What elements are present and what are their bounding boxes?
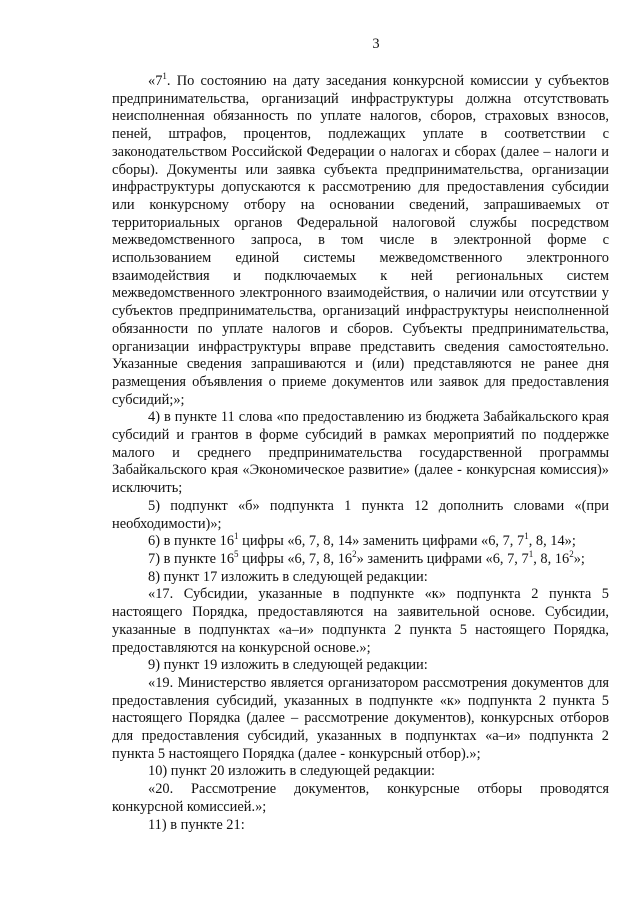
superscript: 2	[352, 549, 357, 560]
paragraph-p19	[112, 675, 609, 764]
paragraph-item-6	[112, 533, 609, 551]
superscript: 5	[234, 549, 239, 560]
text-run: «20. Рассмотрение документов, конкурсные отборы проводятся конкурсной комиссией.»;	[112, 781, 609, 815]
superscript: 1	[528, 549, 534, 560]
page-number: 3	[372, 36, 380, 52]
text-run: 9) пункт 19 изложить в следующей редакции:	[148, 657, 428, 674]
text-run: цифры «6, 7, 8, 16	[238, 550, 353, 567]
paragraph-p20	[112, 781, 609, 816]
text-run: «19. Министерство является организатором рассмотрения документов для предоставления субсидий, указанных в подпункте «к» подпункта 2 пункта 5 настоящего Порядка (далее – рассмотрение документов), конкурсных отборов для предоставления субсидий, указанных в подпунктах «а–и» подпункта 2 пункта 5 настоящего Порядка (далее - конкурсный отбор).»;	[112, 674, 609, 762]
text-run: 8) пункт 17 изложить в следующей редакции:	[148, 568, 428, 585]
text-run: цифры «6, 7, 8, 14» заменить цифрами «6, 7, 7	[238, 533, 525, 550]
text-run: 4) в пункте 11 слова «по предоставлению из бюджета Забайкальского края субсидий и грантов в форме субсидий в рамках мероприятий по поддержке малого и среднего предпринимательства государственной программы Забайкальского края «Экономическое развитие» (далее - конкурсная комиссия)» исключить;	[112, 409, 609, 497]
paragraph-item-11	[112, 817, 609, 835]
text-run: 6) в пункте 16	[148, 533, 235, 550]
superscript: 1	[162, 71, 167, 82]
paragraph-item-4	[112, 409, 609, 498]
superscript: 2	[569, 549, 574, 560]
text-run: 10) пункт 20 изложить в следующей редакции:	[148, 763, 435, 780]
paragraph-p7-1	[112, 73, 609, 409]
paragraph-item-9	[112, 657, 609, 675]
paragraph-item-7	[112, 551, 609, 569]
superscript: 1	[234, 531, 239, 542]
paragraph-item-5	[112, 498, 609, 533]
text-run: 5) подпункт «б» подпункта 1 пункта 12 дополнить словами «(при необходимости)»;	[112, 497, 609, 532]
document-body	[112, 73, 609, 834]
text-run: «17. Субсидии, указанные в подпункте «к» подпункта 2 пункта 5 настоящего Порядка, предоставляются на заявительной основе. Субсидии, указанные в подпунктах «а–и» подпункта 2 пункта 5 настоящего Порядка, предоставляются на конкурсной основе.»;	[112, 586, 609, 656]
paragraph-p17	[112, 586, 609, 657]
text-run: 7) в пункте 16	[148, 550, 235, 567]
text-run: »;	[573, 550, 585, 567]
text-run: , 8, 16	[533, 550, 570, 567]
paragraph-item-8	[112, 569, 609, 587]
text-run: «7	[148, 73, 163, 89]
text-run: 11) в пункте 21:	[148, 816, 245, 833]
text-run: » заменить цифрами «6, 7, 7	[356, 550, 529, 567]
superscript: 1	[524, 531, 529, 542]
text-run: , 8, 14»;	[528, 533, 576, 550]
paragraph-item-10	[112, 763, 609, 781]
text-run: . По состоянию на дату заседания конкурсной комиссии у субъектов предпринимательства, организаций инфраструктуры должна отсутствовать неисполненная обязанность по уплате налогов, сборов, страховых взносов, пеней, штрафов, процентов, подлежащих уплате в соответствии с законодательством Российской Федерации о налогах и сборах (далее – налоги и сборы). Документы или заявка субъекта предпринимательства, организации инфраструктуры допускаются к рассмотрению для предоставления субсидии или конкурсному отбору на основании сведений, запрашиваемых от территориальных органов Федеральной налоговой службы посредством межведомственного запроса, в том числе в электронной форме с использованием единой системы межведомственного электронного взаимодействия и подключаемых к ней региональных систем межведомственного электронного взаимодействия, о наличии или отсутствии у субъектов предпринимательства, организаций инфраструктуры неисполненной обязанности по уплате налогов и сборов. Субъекты предпринимательства, организации инфраструктуры вправе представить сведения самостоятельно. Указанные сведения запрашиваются и (или) представляются не ранее дня размещения объявления о приеме документов или заявок для предоставления субсидий;»;	[112, 73, 609, 408]
